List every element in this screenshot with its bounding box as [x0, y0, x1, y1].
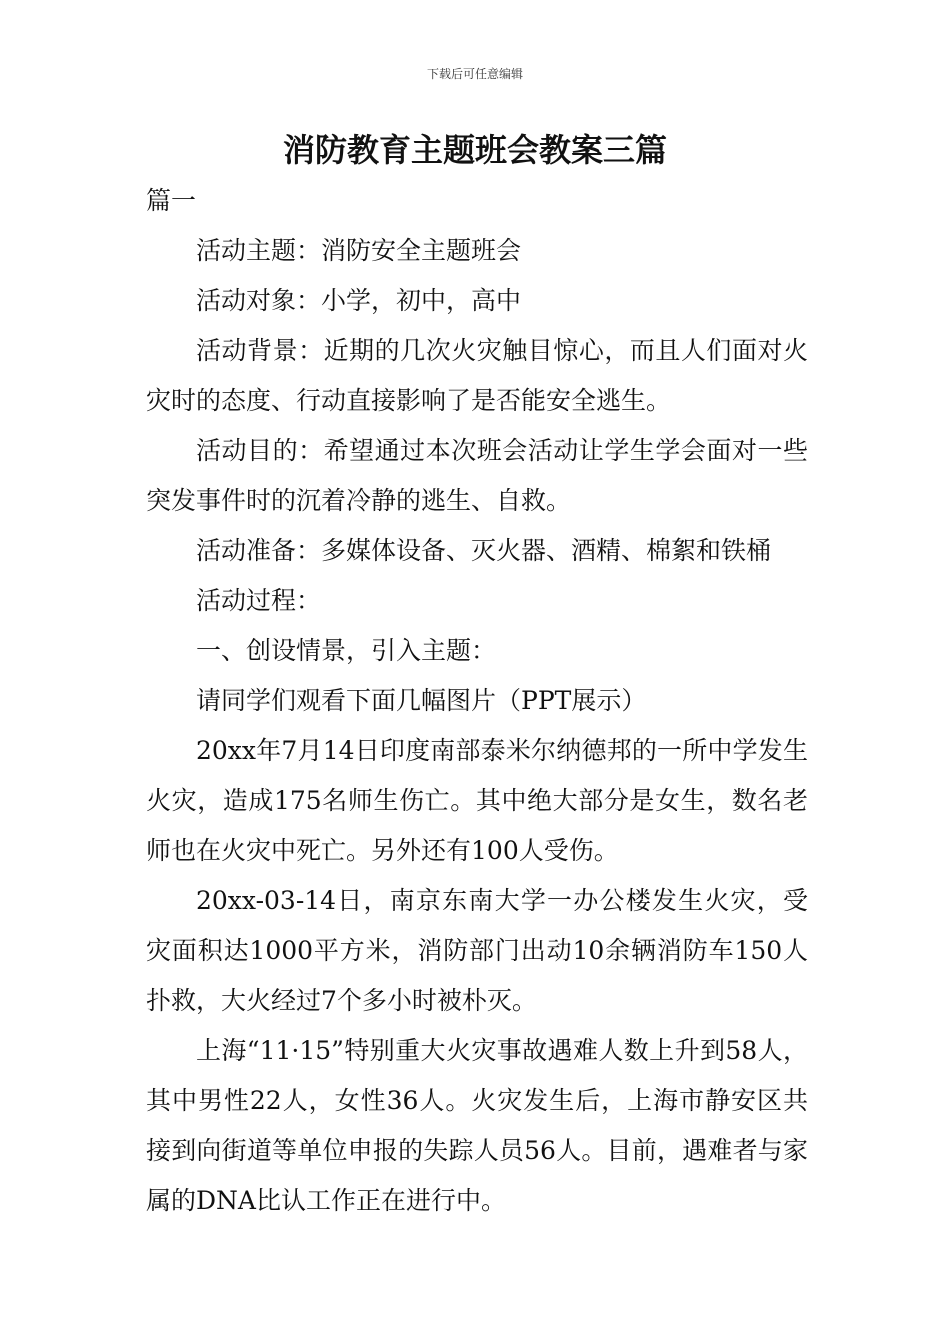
page-header-note: 下载后可任意编辑	[426, 67, 523, 81]
paragraph-ppt-intro: 请同学们观看下面几幅图片（PPT展示）	[196, 686, 647, 715]
paragraph-activity-background: 活动背景：近期的几次火灾触目惊心，而且人们面对火灾时的态度、行动直接影响了是否能安全逃生。	[146, 336, 808, 415]
paragraph-case-shanghai: 上海“11·15”特别重大火灾事故遇难人数上升到58人，其中男性22人，女性36人。火灾发生后，上海市静安区共接到向街道等单位申报的失踪人员56人。目前，遇难者与家属的DNA比认工作正在进行中。	[146, 1036, 808, 1215]
paragraph-case-india: 20xx年7月14日印度南部泰米尔纳德邦的一所中学发生火灾，造成175名师生伤亡。其中绝大部分是女生，数名老师也在火灾中死亡。另外还有100人受伤。	[146, 736, 808, 865]
paragraph-case-nanjing: 20xx-03-14日，南京东南大学一办公楼发生火灾，受灾面积达1000平方米，消防部门出动10余辆消防车150人扑救，大火经过7个多小时被朴灭。	[146, 886, 808, 1015]
paragraph-activity-purpose: 活动目的：希望通过本次班会活动让学生学会面对一些突发事件时的沉着冷静的逃生、自救。	[146, 436, 808, 515]
paragraph-activity-theme: 活动主题：消防安全主题班会	[196, 236, 522, 265]
paragraph-activity-process: 活动过程：	[196, 586, 322, 615]
document-title: 消防教育主题班会教案三篇	[282, 131, 667, 169]
document-body	[146, 176, 808, 1226]
paragraph-step-one: 一、创设情景，引入主题：	[196, 636, 497, 665]
section-label: 篇一	[146, 186, 197, 215]
paragraph-activity-preparation: 活动准备：多媒体设备、灭火器、酒精、棉絮和铁桶	[196, 536, 772, 565]
paragraph-activity-target: 活动对象：小学，初中，高中	[196, 286, 522, 315]
